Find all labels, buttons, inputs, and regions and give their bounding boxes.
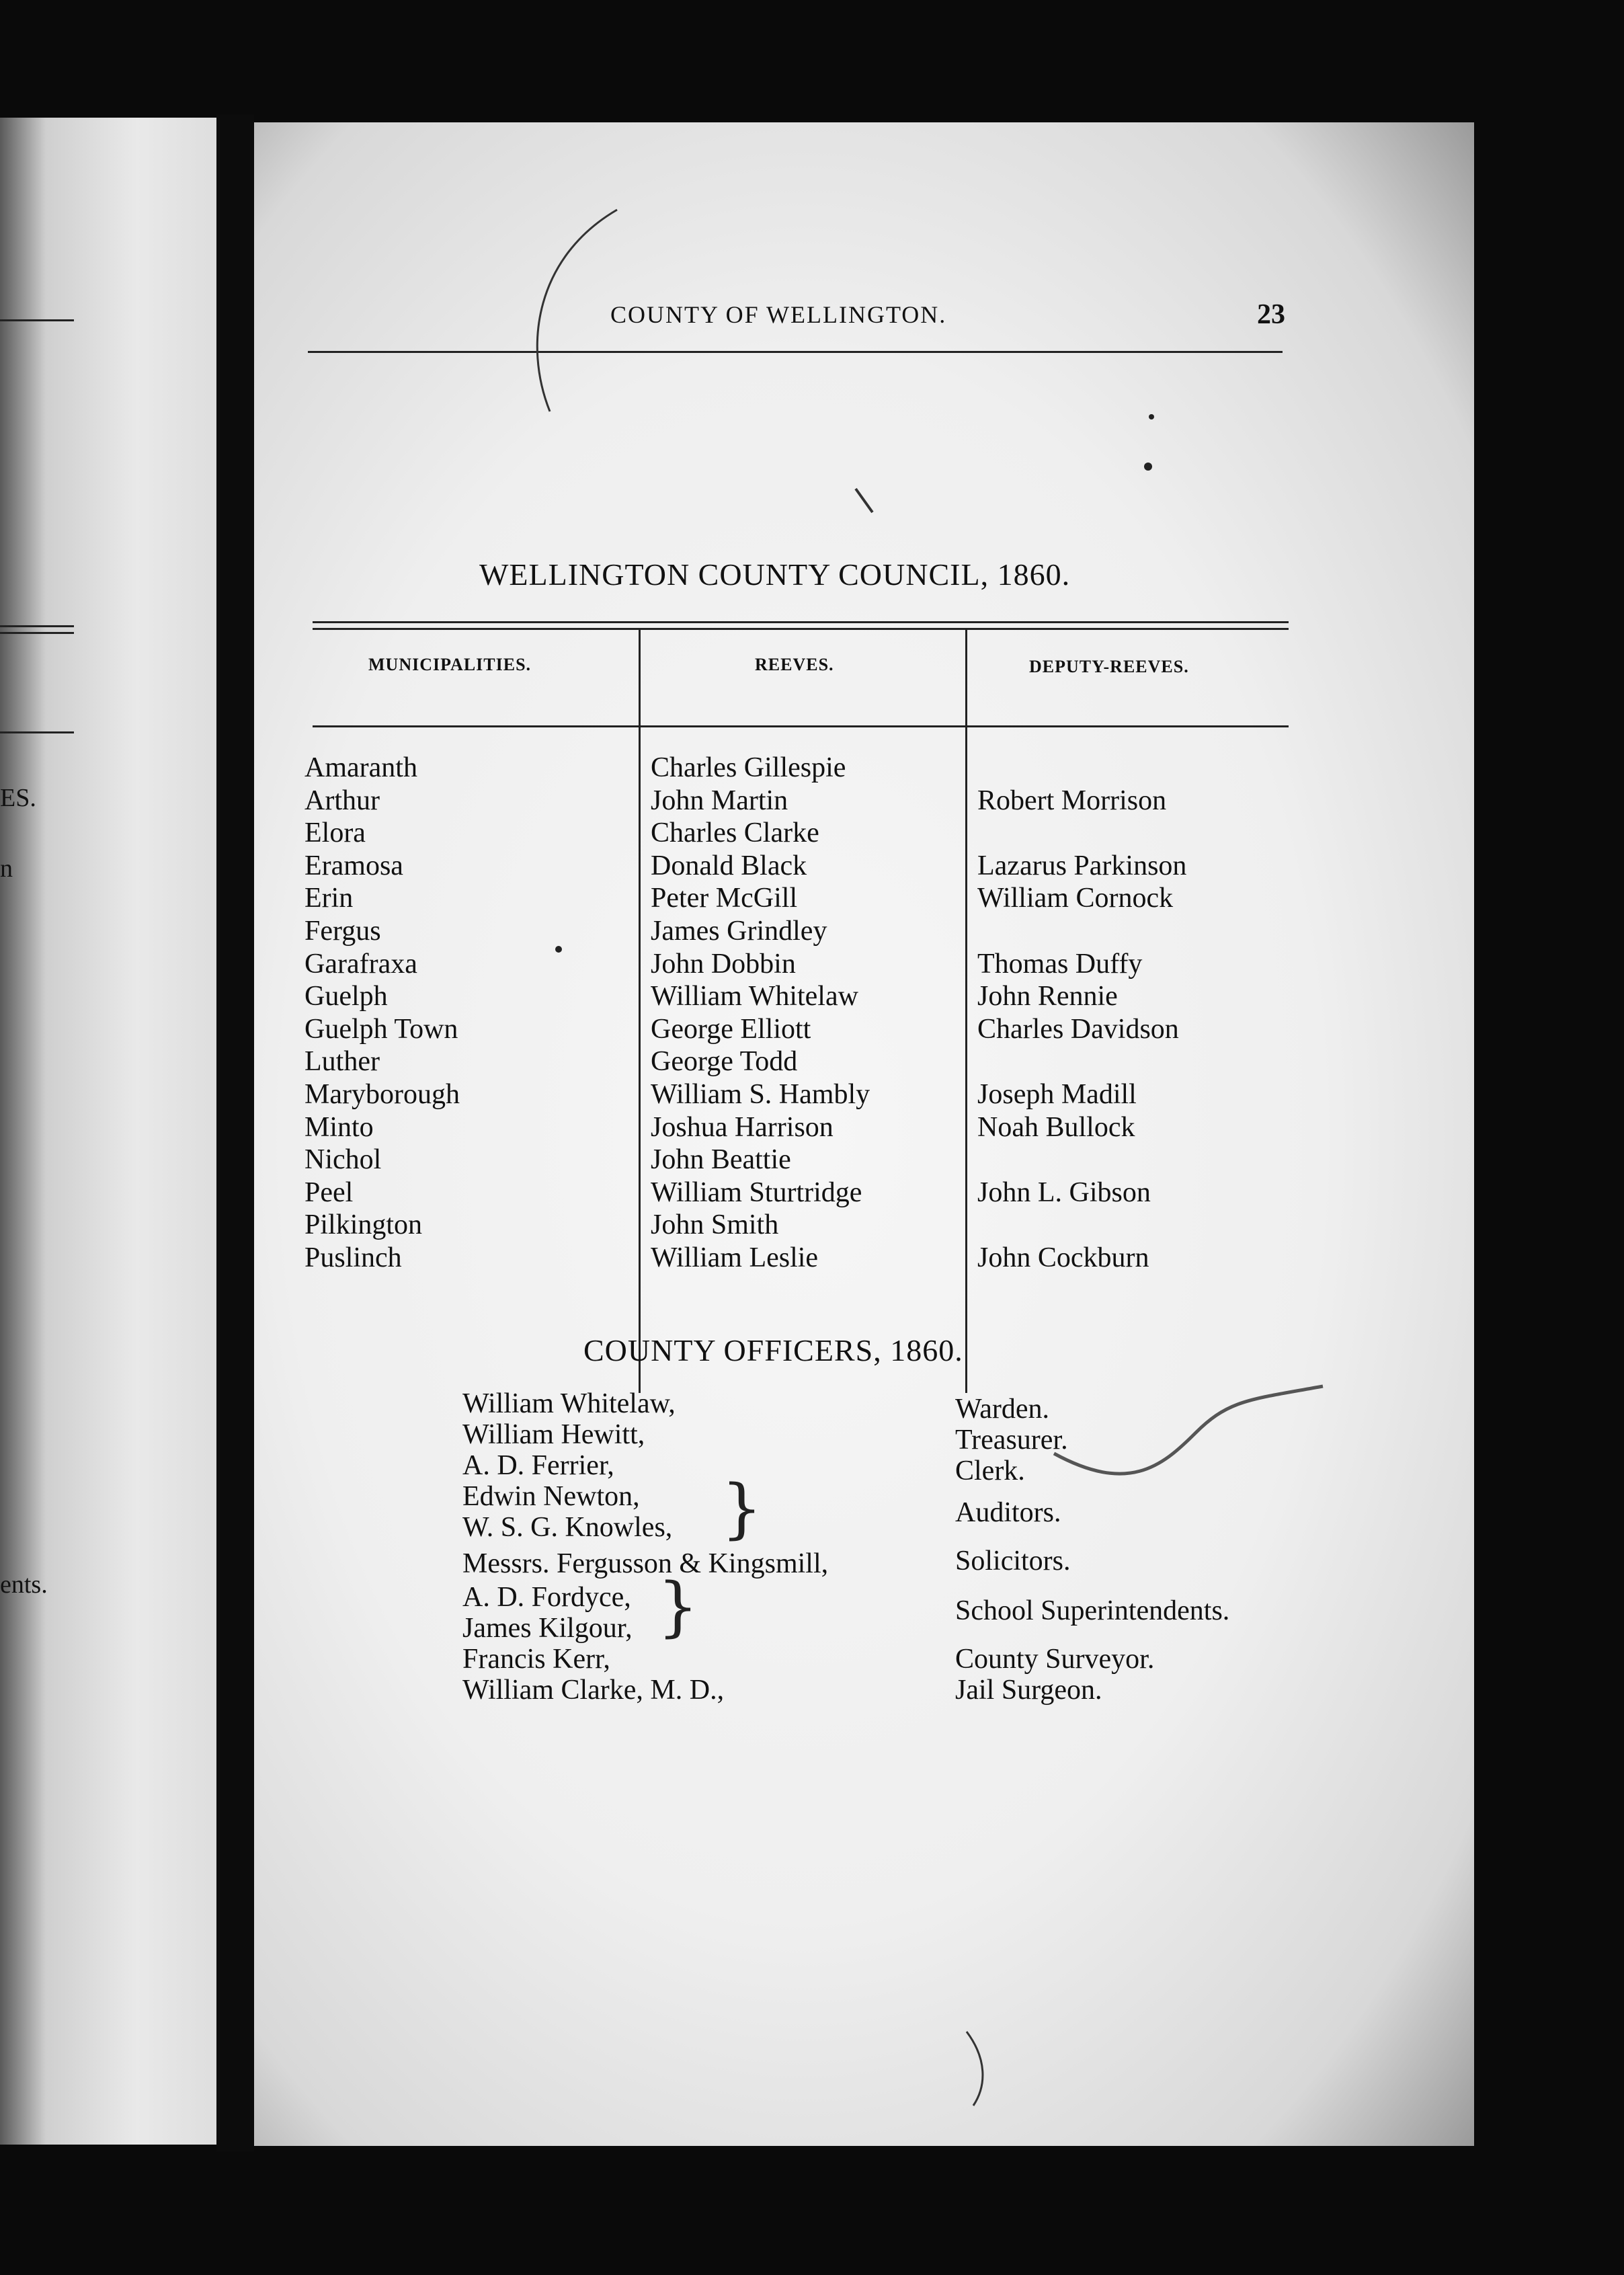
column-header-reeves: REEVES. — [755, 655, 834, 674]
reeve-cell: George Elliott — [651, 1013, 811, 1045]
reeve-cell: Charles Gillespie — [651, 752, 846, 783]
deputy-reeve-cell: Lazarus Parkinson — [977, 850, 1187, 881]
reeve-cell: John Beattie — [651, 1144, 791, 1176]
reeve-cell: Peter McGill — [651, 883, 798, 914]
officer-name: W. S. G. Knowles, — [462, 1512, 673, 1543]
officer-role: Clerk. — [955, 1455, 1025, 1486]
reeve-cell: William Leslie — [651, 1242, 819, 1273]
deputy-reeve-cell: Noah Bullock — [977, 1111, 1135, 1143]
reeve-cell: Donald Black — [651, 850, 807, 881]
officers-title: COUNTY OFFICERS, 1860. — [583, 1333, 963, 1367]
municipality-cell: Guelph — [304, 981, 388, 1012]
municipality-cell: Peel — [304, 1176, 354, 1208]
scan-scratches — [254, 122, 1474, 2146]
left-page-fragment — [0, 118, 229, 2145]
municipality-cell: Fergus — [304, 916, 381, 947]
deputy-reeve-cell: John Cockburn — [977, 1242, 1149, 1273]
municipality-cell: Erin — [304, 883, 354, 914]
deputy-reeve-cell: Charles Davidson — [977, 1013, 1179, 1045]
officer-name: A. D. Fordyce, — [462, 1582, 631, 1613]
officer-name: James Kilgour, — [462, 1613, 633, 1644]
officer-name: William Hewitt, — [462, 1419, 645, 1450]
municipality-cell: Minto — [304, 1111, 374, 1143]
reeve-cell: William S. Hambly — [651, 1079, 870, 1110]
reeve-cell: Charles Clarke — [651, 817, 819, 849]
reeve-cell: James Grindley — [651, 916, 827, 947]
officer-name: Messrs. Fergusson & Kingsmill, — [462, 1548, 829, 1579]
officer-name: A. D. Ferrier, — [462, 1450, 614, 1481]
brace-auditors: } — [721, 1471, 763, 1546]
municipality-cell: Eramosa — [304, 850, 403, 881]
municipality-cell: Maryborough — [304, 1079, 460, 1110]
officer-name: William Clarke, M. D., — [462, 1675, 725, 1706]
municipality-cell: Elora — [304, 817, 366, 849]
council-title: WELLINGTON COUNTY COUNCIL, 1860. — [479, 557, 1071, 592]
municipality-cell: Amaranth — [304, 752, 417, 783]
left-page-text: ents. — [0, 1570, 48, 1599]
reeve-cell: William Whitelaw — [651, 981, 858, 1012]
municipality-cell: Garafraxa — [304, 948, 417, 980]
officer-role: Warden. — [955, 1394, 1050, 1425]
officer-role: Jail Surgeon. — [955, 1675, 1102, 1706]
officer-role: Solicitors. — [955, 1546, 1071, 1576]
reeve-cell: Joshua Harrison — [651, 1111, 834, 1143]
running-head: COUNTY OF WELLINGTON. — [610, 301, 947, 328]
left-page-rule — [0, 319, 74, 321]
officer-name: William Whitelaw, — [462, 1388, 676, 1419]
reeve-cell: John Martin — [651, 785, 788, 816]
deputy-reeve-cell: William Cornock — [977, 883, 1174, 914]
reeve-cell: John Dobbin — [651, 948, 796, 980]
officer-role: Treasurer. — [955, 1425, 1068, 1455]
reeve-cell: George Todd — [651, 1046, 798, 1078]
column-header-municipalities: MUNICIPALITIES. — [368, 655, 532, 674]
deputy-reeve-cell: Robert Morrison — [977, 785, 1167, 816]
deputy-reeve-cell: Thomas Duffy — [977, 948, 1143, 980]
municipality-cell: Pilkington — [304, 1209, 423, 1241]
deputy-reeve-cell: Joseph Madill — [977, 1079, 1137, 1110]
municipality-cell: Arthur — [304, 785, 380, 816]
book-page — [254, 122, 1474, 2146]
left-page-rule — [0, 625, 74, 627]
reeve-cell: William Sturtridge — [651, 1176, 862, 1208]
deputy-reeve-cell: John Rennie — [977, 981, 1118, 1012]
municipality-cell: Nichol — [304, 1144, 382, 1176]
brace-superintendents: } — [657, 1569, 699, 1644]
left-page-rule — [0, 731, 74, 733]
officer-role: School Superintendents. — [955, 1595, 1230, 1626]
left-page-rule — [0, 632, 74, 634]
officer-name: Francis Kerr, — [462, 1644, 610, 1675]
municipality-cell: Puslinch — [304, 1242, 402, 1273]
column-header-deputy-reeves: DEPUTY-REEVES. — [1029, 657, 1189, 676]
left-page-text: ES. — [0, 784, 36, 812]
municipality-cell: Guelph Town — [304, 1013, 458, 1045]
officer-name: Edwin Newton, — [462, 1481, 640, 1512]
officer-role: County Surveyor. — [955, 1644, 1155, 1675]
left-page-text: n — [0, 854, 13, 883]
reeve-cell: John Smith — [651, 1209, 779, 1241]
page-number: 23 — [1257, 299, 1285, 330]
municipality-cell: Luther — [304, 1046, 380, 1078]
book-gutter — [216, 114, 254, 2151]
officer-role: Auditors. — [955, 1497, 1061, 1528]
deputy-reeve-cell: John L. Gibson — [977, 1176, 1151, 1208]
